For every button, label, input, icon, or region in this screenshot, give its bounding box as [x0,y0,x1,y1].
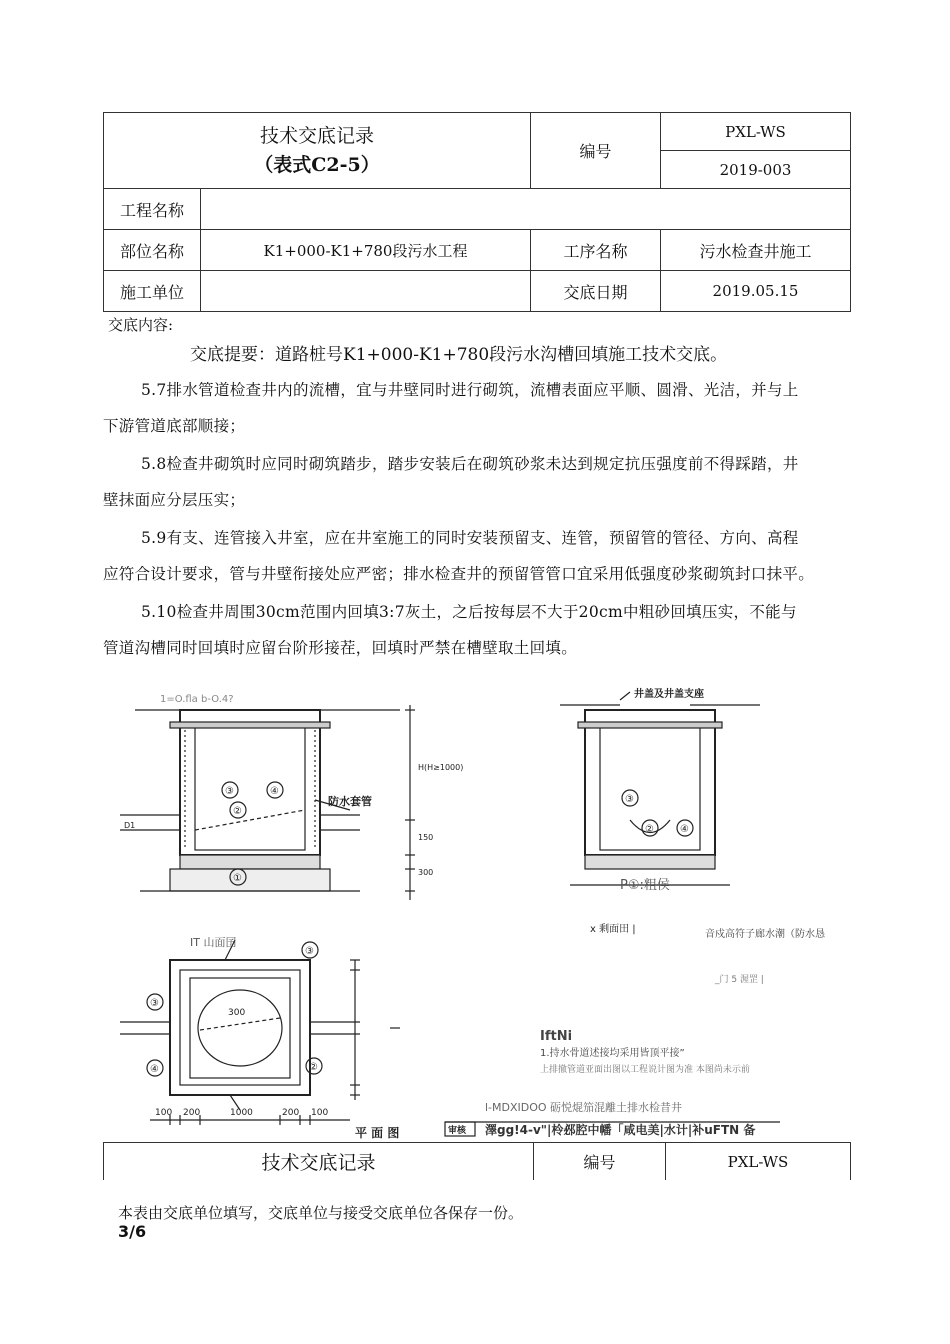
callout-3-right: ③ [625,794,634,805]
note-1: 1.持水骨道述接均采用皆顶平接” [540,1048,685,1059]
project-name-value [201,189,851,230]
process-label: 工序名称 [531,230,661,271]
callout-2: ② [233,806,242,817]
pipe-mark: P①:粗侯 [620,878,670,893]
dim-200-right: 200 [282,1108,300,1118]
callout-3-plan: ③ [150,998,159,1009]
para-5-7-a: 5.7排水管道检查井内的流槽，宜与井壁同时进行砌筑，流槽表面应平顺、圆滑、光洁，并与上 [141,381,799,399]
part-label: 部位名称 [104,230,201,271]
contractor-label: 施工单位 [104,271,201,312]
title-cell [104,113,531,189]
callout-3-plan-top: ③ [305,946,314,957]
cover-seat-label: 井盖及井盖支座 [634,689,704,700]
para-5-7-b: 下游管道底部顺接； [103,417,246,435]
callout-4-plan: ④ [150,1064,159,1075]
project-name-label: 工程名称 [104,189,201,230]
date-value: 2019.05.15 [661,271,851,312]
content-label: 交底内容: [108,316,174,334]
notes-heading: IftNi [540,1029,573,1044]
content-body [103,372,863,666]
dim-300-plan: 300 [228,1008,246,1018]
title-block-2: 澤gg!4-v"|柃邲腔中幡「咸电美|水计|补uFTN 备 [485,1123,756,1137]
para-5-10-b: 管道沟槽同时回填时应留台阶形接茬，回填时严禁在槽壁取土回填。 [103,639,578,657]
plan-label: 平 面 图 [355,1126,400,1140]
footer-title: 技术交底记录 [104,1143,534,1181]
record-title: 技术交底记录 [259,124,374,147]
para-5-10-a: 5.10检查井周围30cm范围内回填3:7灰土，之后按每层不大于20cm中粗砂回填压实，不能与 [141,603,797,621]
top-note: 1=O.fla b-O.4? [160,694,234,705]
dim-1000: 1000 [230,1108,253,1118]
callout-4: ④ [270,786,279,797]
header-table [103,112,851,312]
dim-100-right: 100 [311,1108,329,1118]
callout-2-plan: ② [309,1062,318,1073]
dim-h: H(H≥1000) [418,763,464,772]
waterproof-sleeve-label: 防水套管 [328,795,372,808]
note-2: 上排撤管道亚面出图以工程说计图为准 本图尚未示前 [540,1065,750,1075]
callout-4-right: ④ [680,824,689,835]
right-small: _门 5 渥罡 | [715,975,764,985]
number-label: 编号 [531,113,661,189]
title-block-1: l-MDXIDOO 砺悦焜笳混離土排水检昔井 [485,1101,683,1114]
right-caption: 音戍高符子廊水潮（防水恳 [705,929,825,940]
contractor-value [201,271,531,312]
para-5-8-a: 5.8检查井砌筑时应同时砌筑踏步，踏步安装后在砌筑砂浆未达到规定抗压强度前不得踩踏，井 [141,455,799,473]
dim-150: 150 [418,833,434,842]
footer-note: 本表由交底单位填写，交底单位与接受交底单位各保存一份。 [118,1204,524,1222]
dim-100-left: 100 [155,1108,173,1118]
content-summary: 交底提要：道路桩号K1+000-K1+780段污水沟槽回填施工技术交底。 [190,345,728,365]
form-code: （表式C2-5） [254,153,380,176]
number-value-2: 2019-003 [661,151,851,189]
page-number: 3/6 [118,1222,147,1241]
footer-number-value: PXL-WS [666,1143,851,1181]
dim-d1: D1 [124,821,136,830]
para-5-8-b: 壁抹面应分层压实； [103,491,246,509]
footer-table [103,1142,851,1180]
footer-number-label: 编号 [534,1143,666,1181]
process-value: 污水检查井施工 [661,230,851,271]
section-title-left: IT 山面囝 [190,936,237,949]
part-value: K1+000-K1+780段污水工程 [201,230,531,271]
para-5-9-b: 应符合设计要求，管与井壁衔接处应严密；排水检查井的预留管管口宜采用低强度砂浆砌筑封口抹平。 [103,565,815,583]
callout-1: ① [233,873,242,884]
date-label: 交底日期 [531,271,661,312]
manhole-drawing [100,670,860,1140]
review-label: 审核 [448,1126,467,1136]
dim-200-left: 200 [183,1108,201,1118]
section-label: x 剩面田 | [590,924,636,935]
para-5-9-a: 5.9有支、连管接入井室，应在井室施工的同时安装预留支、连管，预留管的管径、方向、高程 [141,529,799,547]
dim-300-elev: 300 [418,868,434,877]
number-value-1: PXL-WS [661,113,851,151]
callout-2-right: ② [645,824,654,835]
callout-3: ③ [225,786,234,797]
